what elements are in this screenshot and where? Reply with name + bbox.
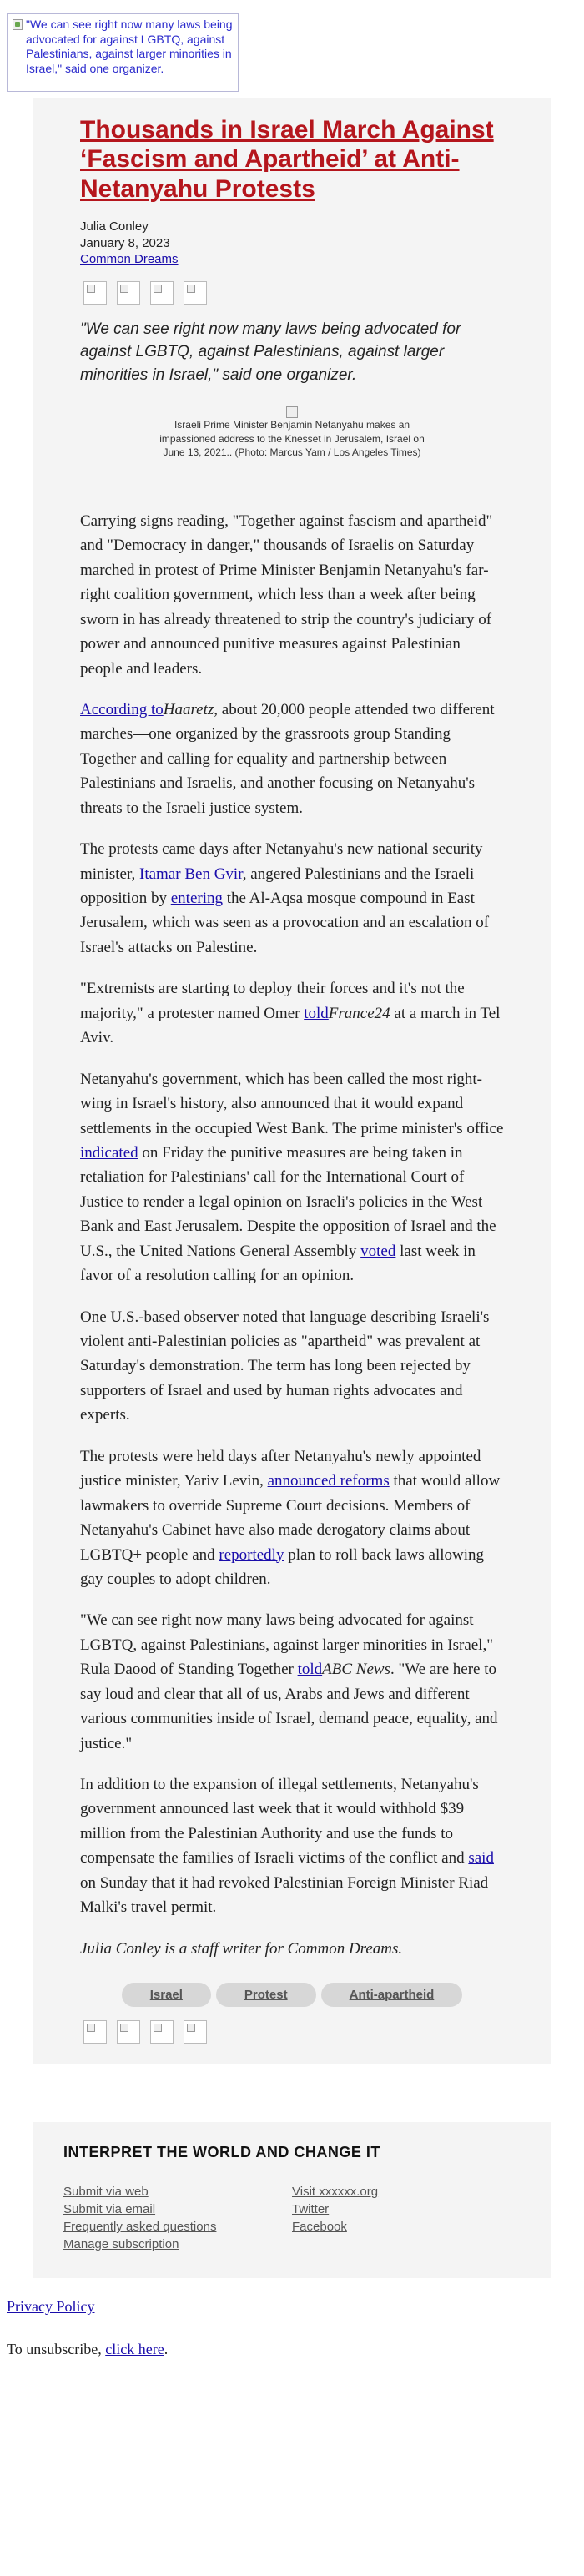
entering-link[interactable]: entering: [170, 890, 223, 907]
email-share-icon[interactable]: [150, 281, 174, 305]
footer-title: INTERPRET THE WORLD AND CHANGE IT: [63, 2144, 380, 2161]
paragraph: "We can see right now many laws being advocated for against LGBTQ, against Palestinians, against larger minorities in Israel," Rula Daood of Standing Together toldABC News. "We are here to say loud and clear that all of us, Arabs and Jews and different various communities inside of Israel, demand peace, equality, and justice.": [80, 1611, 498, 1752]
article-subtitle: "We can see right now many laws being advocated for against LGBTQ, against Palestinians, against larger minorities in Israel," said one organizer.: [80, 320, 461, 384]
email-header: [0, 0, 584, 98]
hero-image-alt-text: "We can see right now many laws being advocated for against LGBTQ, against Palestinians, against larger minorities in Israel," said one organizer.: [26, 18, 233, 75]
twitter-share-icon[interactable]: [117, 281, 140, 305]
paragraph: Netanyahu's government, which has been called the most right-wing in Israel's history, also announced that it would expand settlements in the occupied West Bank. The prime minister's office indicated on Friday the punitive measures are being taken in retaliation for Palestinians' call for the International Court of Justice to render a legal opinion on Israeli's policies in the West Bank and East Jerusalem. Despite the opposition of Israel and the U.S., the United Nations General Assembly voted last week in favor of a resolution calling for an opinion.: [80, 1070, 504, 1285]
article-body: [80, 509, 504, 1961]
photo-caption: Israeli Prime Minister Benjamin Netanyahu makes an impassioned address to the Knesset in Jerusalem, Israel on June 13, 2021.. (Photo: Marcus Yam / Los Angeles Times): [159, 419, 425, 458]
footer-links: [63, 2183, 521, 2253]
tag-anti-apartheid[interactable]: Anti-apartheid: [321, 1983, 463, 2007]
link-share-icon[interactable]: [184, 281, 207, 305]
facebook-share-icon[interactable]: [83, 2020, 107, 2044]
privacy-row: [7, 2298, 577, 2316]
reportedly-link[interactable]: reportedly: [219, 1545, 284, 1564]
twitter-share-icon[interactable]: [117, 2020, 140, 2044]
article-meta: [80, 219, 504, 268]
submit-email-link[interactable]: Submit via email: [63, 2202, 156, 2217]
said-link[interactable]: said: [468, 1849, 494, 1868]
hero-image[interactable]: [7, 13, 239, 92]
faq-link[interactable]: Frequently asked questions: [63, 2220, 217, 2235]
article-card: [33, 98, 551, 2064]
source-name: Haaretz: [163, 700, 214, 718]
source-name: ABC News: [322, 1661, 390, 1679]
twitter-link[interactable]: Twitter: [292, 2202, 330, 2217]
privacy-policy-link[interactable]: Privacy Policy: [7, 2298, 95, 2316]
paragraph: The protests came days after Netanyahu's new national security minister, Itamar Ben Gvir, angered Palestinians and the Israeli opposition by entering the Al-Aqsa mosque compound in East Jerusalem, which was seen as a provocation and an escalation of Israel's attacks on Palestine.: [80, 840, 490, 956]
announced-reforms-link[interactable]: announced reforms: [267, 1472, 390, 1490]
broken-image-icon: [286, 406, 298, 418]
unsubscribe-row: To unsubscribe, click here.: [7, 2341, 169, 2358]
author-name: Julia Conley: [80, 219, 149, 234]
facebook-link[interactable]: Facebook: [292, 2220, 347, 2235]
indicated-link[interactable]: indicated: [80, 1143, 138, 1162]
voted-link[interactable]: voted: [360, 1242, 396, 1260]
told-link[interactable]: told: [304, 1004, 329, 1022]
paragraph: "Extremists are starting to deploy their forces and it's not the majority," a protester named Omer toldFrance24 at a march in Tel Aviv.: [80, 980, 501, 1047]
manage-subscription-link[interactable]: Manage subscription: [63, 2237, 179, 2252]
tag-israel[interactable]: Israel: [122, 1983, 211, 2007]
publication-link[interactable]: Common Dreams: [80, 252, 179, 267]
article-headline[interactable]: Thousands in Israel March Against ‘Fascism and Apartheid’ at Anti-Netanyahu Protests: [80, 116, 494, 203]
paragraph: In addition to the expansion of illegal settlements, Netanyahu's government announced last week that it would withhold $39 million from the Palestinian Authority and use the funds to compensate the families of Israeli victims of the conflict and said on Sunday that it had revoked Palestinian Foreign Minister Riad Malki's travel permit.: [80, 1776, 494, 1917]
paragraph: Carrying signs reading, "Together against fascism and apartheid" and "Democracy in danger," thousands of Israelis on Saturday marched in protest of Prime Minister Benjamin Netanyahu's far-right coalition government, which less than a week after being sworn in has already threatened to strip the country's judiciary of power and announced punitive measures against Palestinian people and leaders.: [80, 512, 493, 678]
according-to-link[interactable]: According to: [80, 700, 164, 718]
tag-protest[interactable]: Protest: [216, 1983, 316, 2007]
newsletter-footer: [33, 2122, 551, 2278]
tag-list: [80, 1983, 504, 2007]
link-share-icon[interactable]: [184, 2020, 207, 2044]
ben-gvir-link[interactable]: Itamar Ben Gvir: [139, 865, 243, 883]
paragraph: One U.S.-based observer noted that language describing Israeli's violent anti-Palestinian policies as "apartheid" was prevalent at Saturday's demonstration. The term has long been rejected by supporters of Israel and used by human rights advocates and experts.: [80, 1308, 490, 1424]
legal-section: [0, 2278, 584, 2408]
paragraph: The protests were held days after Netanyahu's newly appointed justice minister, Yariv Levin, announced reforms that would allow lawmakers to override Supreme Court decisions. Members of Netanyahu's Cabinet have also made derogatory claims about LGBTQ+ people and reportedly plan to roll back laws allowing gay couples to adopt children.: [80, 1447, 501, 1588]
share-icons-top: [83, 281, 504, 305]
submit-web-link[interactable]: Submit via web: [63, 2185, 149, 2200]
facebook-share-icon[interactable]: [83, 281, 107, 305]
paragraph: According toHaaretz, about 20,000 people attended two different marches—one organized by the grassroots group Standing Together and calling for equality and partnership between Palestinians and Israelis, and another focusing on Netanyahu's threats to the Israeli justice system.: [80, 700, 495, 817]
visit-site-link[interactable]: Visit xxxxxx.org: [292, 2185, 379, 2200]
publish-date: January 8, 2023: [80, 235, 170, 250]
article-figure: [154, 403, 430, 459]
source-name: France24: [328, 1004, 390, 1022]
broken-image-icon: [13, 19, 23, 30]
author-signature: Julia Conley is a staff writer for Common Dreams.: [80, 1939, 403, 1958]
email-share-icon[interactable]: [150, 2020, 174, 2044]
told-link[interactable]: told: [297, 1661, 323, 1679]
footer-column-left: [63, 2183, 292, 2253]
footer-column-right: [292, 2183, 521, 2253]
share-icons-bottom: [83, 2020, 504, 2044]
unsubscribe-link[interactable]: click here: [105, 2341, 164, 2358]
